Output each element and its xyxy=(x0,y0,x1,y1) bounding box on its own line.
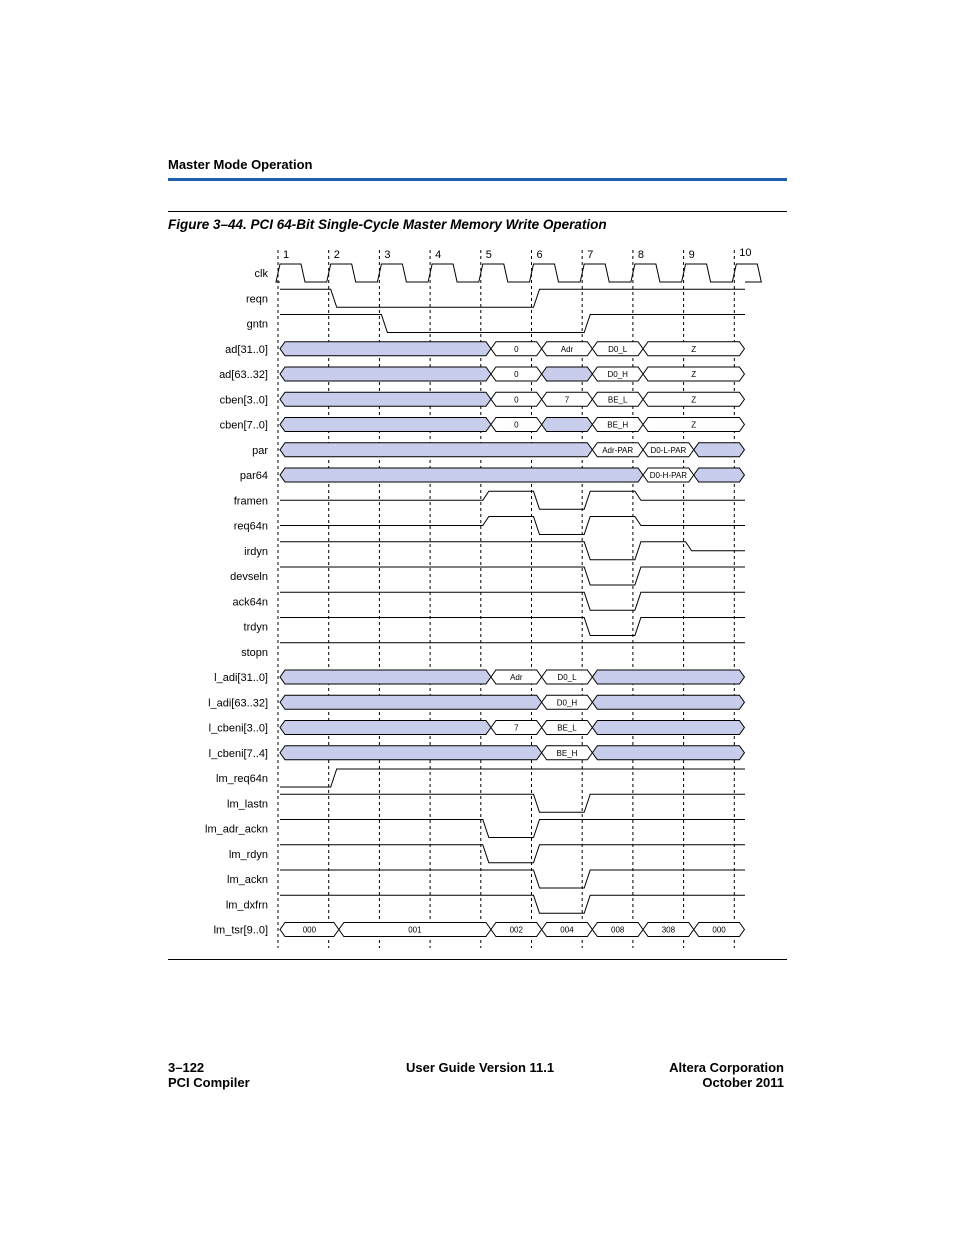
signal-waveform xyxy=(280,542,745,560)
bus-segment xyxy=(280,468,643,482)
signal-label: lm_req64n xyxy=(216,773,268,785)
signal-label: reqn xyxy=(245,293,268,306)
bus-segment xyxy=(542,367,593,381)
bus-value: 0 xyxy=(514,395,519,405)
bus-value: Z xyxy=(691,420,697,430)
bus-value: BE_H xyxy=(556,748,578,758)
bus-value: BE_L xyxy=(607,395,628,405)
signal-label: l_cbeni[3..0] xyxy=(208,722,268,735)
bus-value: 002 xyxy=(509,925,523,935)
cycle-label: 10 xyxy=(739,247,752,259)
bus-value: Z xyxy=(691,344,697,354)
bus-segment xyxy=(280,367,491,381)
bus-value: Z xyxy=(691,370,697,379)
signal-waveform xyxy=(280,289,745,307)
bus-value: BE_L xyxy=(557,723,577,733)
bus-value: D0_L xyxy=(608,344,628,354)
signal-label: clk xyxy=(254,268,268,280)
signal-label: par xyxy=(252,444,268,457)
signal-waveform xyxy=(280,794,745,812)
signal-label: lm_dxfrn xyxy=(225,899,268,912)
bus-value: Z xyxy=(691,395,697,405)
signal-label: lm_lastn xyxy=(227,798,268,811)
signal-label: cben[3..0] xyxy=(219,394,268,407)
bus-segment xyxy=(542,418,593,432)
bus-value: 001 xyxy=(408,925,422,935)
cycle-label: 6 xyxy=(536,249,543,261)
signal-label: ack64n xyxy=(232,596,268,609)
signal-waveform xyxy=(280,845,745,863)
cycle-label: 9 xyxy=(688,249,695,261)
signal-label: req64n xyxy=(233,520,268,533)
cycle-label: 3 xyxy=(384,249,391,261)
bus-value: D0_H xyxy=(556,698,578,708)
bus-value: 000 xyxy=(302,925,317,935)
signal-label: devseln xyxy=(230,571,268,583)
bus-segment xyxy=(280,721,491,735)
bus-value: 004 xyxy=(560,925,574,935)
bus-value: 000 xyxy=(712,925,726,935)
cycle-label: 2 xyxy=(333,249,340,261)
cycle-label: 7 xyxy=(587,249,594,261)
bus-value: 0 xyxy=(514,344,519,354)
bus-value: 0 xyxy=(514,420,519,430)
publication-date: October 2011 xyxy=(702,1075,784,1090)
signal-label: lm_ackn xyxy=(227,874,268,886)
bus-segment xyxy=(280,670,491,684)
signal-label: par64 xyxy=(239,470,268,482)
bus-value: D0_L xyxy=(557,673,577,682)
footer-left xyxy=(168,1060,250,1090)
signal-label: framen xyxy=(233,495,268,508)
signal-label: l_adi[63..32] xyxy=(208,697,268,710)
signal-waveform xyxy=(280,491,745,509)
signal-waveform xyxy=(280,895,745,913)
section-header: Master Mode Operation xyxy=(168,157,313,172)
bus-value: Adr xyxy=(510,673,523,682)
clock-waveform xyxy=(276,264,761,282)
bus-value: 7 xyxy=(514,723,519,733)
bus-value: BE_H xyxy=(607,420,629,430)
bus-value: 7 xyxy=(564,395,570,405)
signal-label: lm_rdyn xyxy=(228,848,268,861)
cycle-label: 8 xyxy=(637,249,645,261)
page-number: 3–122 xyxy=(168,1060,205,1075)
bus-segment xyxy=(280,695,542,709)
signal-label: irdyn xyxy=(244,545,268,558)
signal-label: stopn xyxy=(241,646,268,659)
signal-label: l_cbeni[7..4] xyxy=(208,747,268,760)
bus-value: Adr xyxy=(560,344,574,354)
signal-label: lm_tsr[9..0] xyxy=(213,924,268,937)
signal-waveform xyxy=(280,618,745,636)
signal-waveform xyxy=(280,769,745,787)
bus-segment xyxy=(280,443,592,457)
footer-right xyxy=(600,1060,784,1090)
bus-value: 008 xyxy=(611,925,625,935)
bus-segment xyxy=(592,721,744,735)
bus-value: Adr-PAR xyxy=(602,445,634,455)
bus-segment xyxy=(280,746,542,760)
cycle-label: 1 xyxy=(283,249,290,261)
bus-segment xyxy=(694,443,745,457)
signal-waveform xyxy=(280,592,745,610)
guide-version: User Guide Version 11.1 xyxy=(406,1060,555,1075)
bus-segment xyxy=(280,342,491,356)
bus-value: D0-L-PAR xyxy=(650,445,687,455)
footer-center xyxy=(406,1060,554,1075)
signal-label: trdyn xyxy=(243,621,268,634)
bus-segment xyxy=(592,670,744,684)
signal-waveform xyxy=(280,870,745,888)
figure-bottom-rule xyxy=(168,959,787,960)
signal-waveform xyxy=(280,567,745,585)
cycle-label: 5 xyxy=(485,249,492,261)
signal-waveform xyxy=(280,517,745,535)
product-name: PCI Compiler xyxy=(168,1075,250,1090)
company-name: Altera Corporation xyxy=(669,1060,784,1075)
signal-label: ad[31..0] xyxy=(225,343,268,356)
bus-segment xyxy=(592,746,744,760)
bus-value: D0_H xyxy=(607,370,628,379)
bus-segment xyxy=(280,418,491,432)
figure-title: Figure 3–44. PCI 64-Bit Single-Cycle Master Memory Write Operation xyxy=(168,217,607,232)
signal-label: l_adi[31..0] xyxy=(214,672,268,684)
signal-waveform xyxy=(280,820,745,838)
signal-label: gntn xyxy=(246,318,268,331)
bus-segment xyxy=(280,392,491,406)
bus-segment xyxy=(592,695,744,709)
signal-label: lm_adr_ackn xyxy=(205,823,268,836)
bus-value: D0-H-PAR xyxy=(649,471,687,480)
cycle-label: 4 xyxy=(435,249,442,261)
bus-value: 308 xyxy=(661,925,676,935)
bus-segment xyxy=(694,468,745,482)
bus-value: 0 xyxy=(514,370,519,379)
signal-label: ad[63..32] xyxy=(219,369,268,381)
signal-waveform xyxy=(280,315,745,333)
signal-label: cben[7..0] xyxy=(219,419,268,432)
